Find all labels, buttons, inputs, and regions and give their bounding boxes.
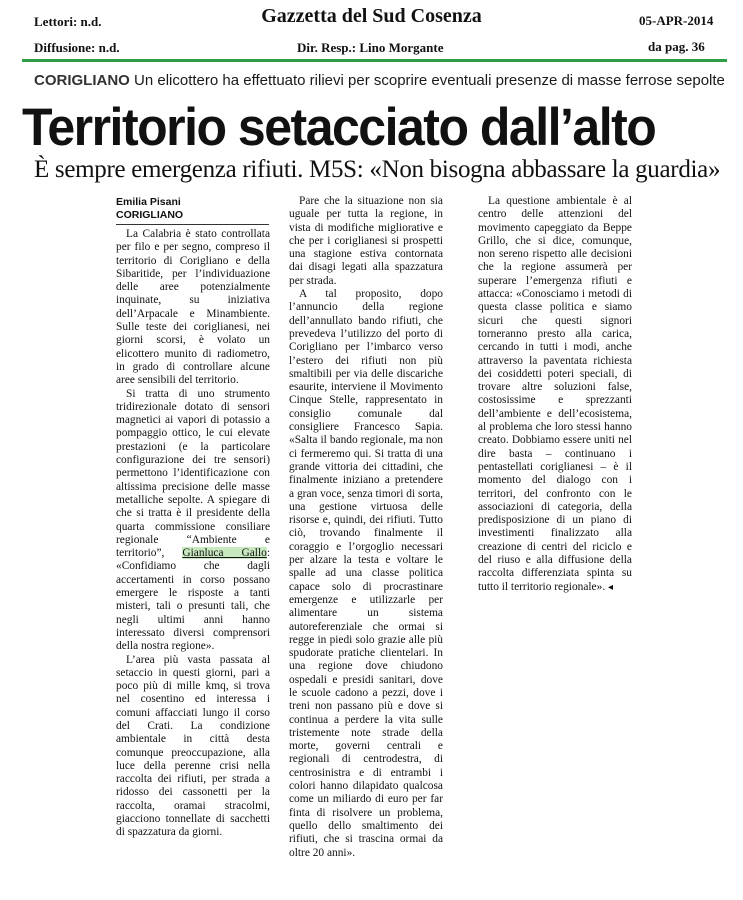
paragraph-2-text: Si tratta di uno strumento tridirezionale dotato di sensori magnetici ai vapori di potassio a pompaggio ottico, le cui elevate prestazioni (e la particolare configurazione dei tre sensori) permettono l’identificazione con altissima precisione delle masse metalliche sepolte. A spiegare di che si tratta è il presidente della quarta commissione consiliare regionale “Ambiente e territorio”, — [116, 387, 270, 560]
readers-label: Lettori: n.d. — [34, 14, 102, 29]
paragraph-3: L’area più vasta passata al setaccio in questi giorni, pari a poco più di mille kmq, si trova nel cosentino ed interessa i comuni affacciati lungo il corso del Crati. La condizione ambientale in città desta comunque preoccupazione, alla luce della perenne crisi nella raccolta dei rifiuti, per strada a ridosso dei cassonetti per la raccolta, oramai stracolmi, giacciono tonnellate di sacchetti di spazzatura da giorni. — [116, 653, 270, 839]
byline — [116, 196, 183, 222]
article-column-2 — [289, 195, 443, 860]
article-kicker — [34, 72, 725, 89]
paragraph-2-quote: : «Confidiamo che dagli accertamenti in corso possano emergere le risposte a tanti misteri, tali o presunti tali, che negli ultimi anni hanno interessato diversi comprensori della nostra regione». — [116, 547, 270, 653]
article-subhead: È sempre emergenza rifiuti. M5S: «Non bisogna abbassare la guardia» — [34, 156, 721, 183]
end-of-article-icon: ◂ — [608, 581, 614, 593]
paragraph-6-text: La questione ambientale è al centro delle attenzioni del movimento capeggiato da Beppe Grillo, che si dice, comunque, non sereno rispetto alle decisioni che la regione assumerà per superare l’emergenza rifiuti e attacca: «Conosciamo i metodi di questa classe politica e siamo sicuri che questi signori torneranno presto alla carica, cercando in tutti i modi, anche attraverso la paventata richiesta dei cosiddetti poteri speciali, di trovare altre soluzioni false, costosissime e sprezzanti dell’ambiente e dell’ecosistema, al problema che loro stessi hanno creato. Dobbiamo essere uniti nel dire basta – continuano i pentastellati coriglianesi – è il momento del dialogo con i territori, del confronto con le associazioni di categoria, della predisposizione di un piano di investimenti finalizzato alla creazione di centri del riciclo e del riuso e alla diffusione della raccolta differenziata spinta su tutto il territorio regionale». — [478, 195, 632, 593]
kicker-location: CORIGLIANO — [34, 72, 130, 89]
page-number: da pag. 36 — [648, 39, 705, 54]
masthead-divider — [22, 59, 727, 62]
kicker-text: Un elicottero ha effettuato rilievi per scoprire eventuali presenze di masse ferrose sepolte — [129, 72, 725, 89]
publication-date: 05-APR-2014 — [639, 13, 714, 28]
circulation-label: Diffusione: n.d. — [34, 40, 120, 55]
article-headline: Territorio setacciato dall’alto — [22, 98, 656, 157]
paragraph-2 — [116, 388, 270, 654]
byline-divider — [116, 224, 269, 225]
highlighted-name: Gianluca Gallo — [182, 547, 267, 560]
paragraph-5: A tal proposito, dopo l’annuncio della regione dell’annullato bando rifiuti, che prevedeva l’utilizzo del porto di Corigliano per l’imbarco verso l’estero dei rifiuti non più smaltibili per via delle discariche esaurite, interviene il Movimento Cinque Stelle, rappresentato in consiglio comunale dal consigliere Francesco Sapia. «Salta il bando regionale, ma non ci fermeremo qui. Si tratta di una grande vittoria dei cittadini, che finalmente iniziano a pretendere a gran voce, senza timori di sorta, una gestione virtuosa delle risorse e, quindi, dei rifiuti. Tutto ciò, trovando finalmente il coraggio e l’orgoglio necessari per alzare la testa e voltare le spalle ad una classe politica capace solo di procrastinare emergenze e utilizzarle per alimentare un sistema autoreferenziale che ormai si regge in piedi solo grazie alle più spudorate pratiche clientelari. In una regione dove chiudono ospedali e presidi sanitari, dove le scuole cadono a pezzi, dove i treni non passano più e dove si continua a perdere la vita sulle tristemente note strade della morte, governi centrali e regionali di centrodestra, di centrosinistra e di entrambi i colori hanno dilapidato qualcosa come un miliardo di euro per far finta di risolvere un problema, quello dello smaltimento dei rifiuti, che si trascina ormai da oltre 20 anni». — [289, 288, 443, 859]
article-column-1 — [116, 228, 270, 840]
paragraph-1: La Calabria è stato controllata per filo e per segno, compreso il territorio di Corigliano e della Sibaritide, per l’individuazione delle aree potenzialmente inquinate, su iniziativa dell’Arpacale e Minambiente. Sulle teste dei coriglianesi, nei giorni scorsi, è volato un elicottero munito di radiometro, in grado di controllare alcune aree sensibili del territorio. — [116, 228, 270, 387]
article-column-3 — [478, 195, 632, 594]
author-name: Emilia Pisani — [116, 196, 181, 208]
paragraph-4: Pare che la situazione non sia uguale per tutta la regione, in vista di modifiche migliorative e che per i coriglianesi si prospetti una stagione estiva contornata dai disagi legati alla spazzatura per strada. — [289, 195, 443, 287]
editor-label: Dir. Resp.: Lino Morgante — [297, 40, 444, 55]
dateline-location: CORIGLIANO — [116, 209, 184, 221]
newspaper-title: Gazzetta del Sud Cosenza — [261, 5, 482, 27]
paragraph-6 — [478, 195, 632, 594]
